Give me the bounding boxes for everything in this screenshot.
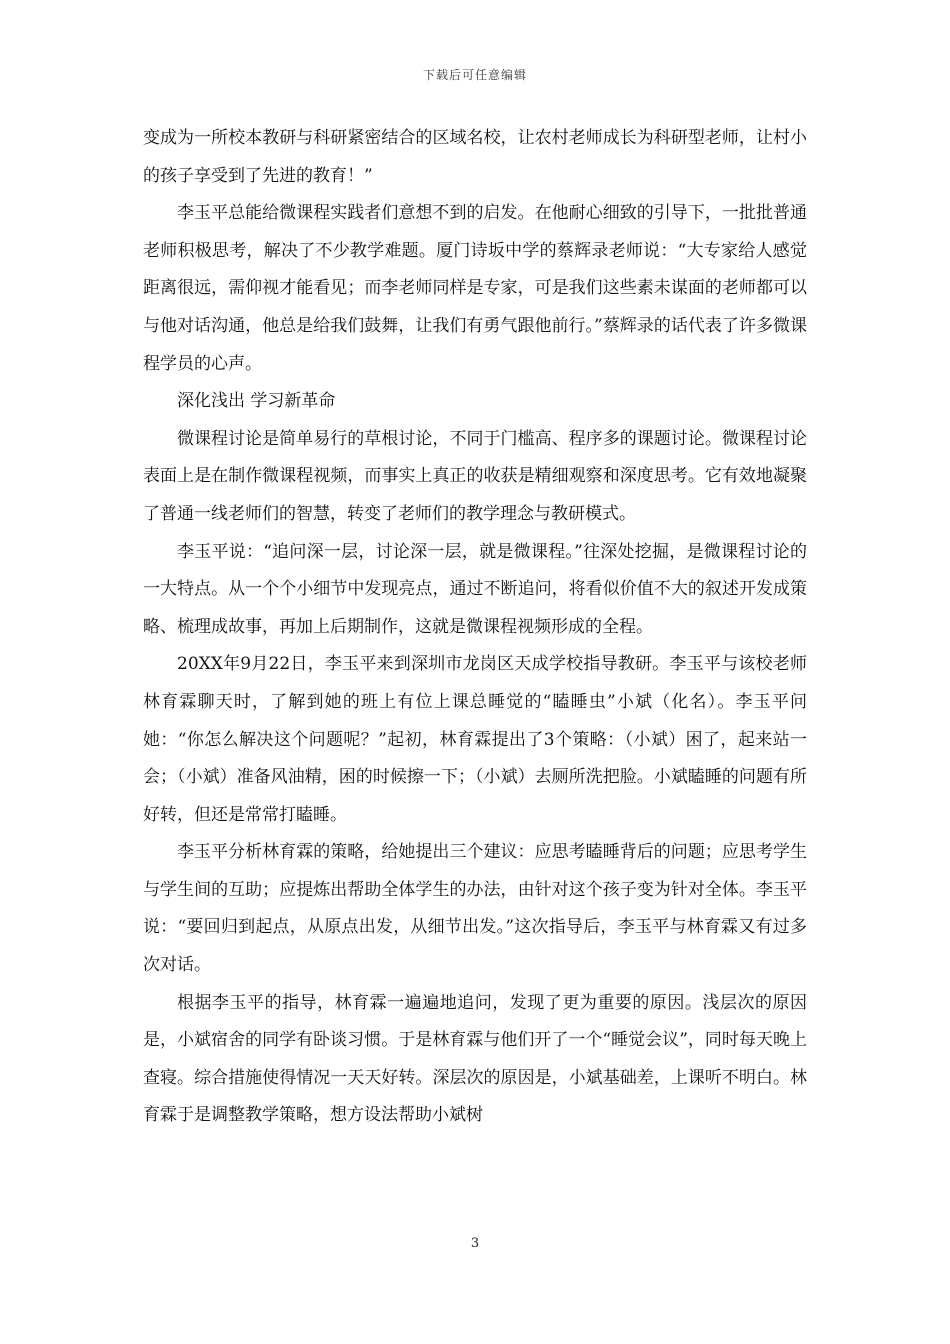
page-header: 下载后可任意编辑 bbox=[422, 68, 527, 82]
paragraph-6: 李玉平分析林育霖的策略，给她提出三个建议：应思考瞌睡背后的问题；应思考学生与学生间的互助；应提炼出帮助全体学生的办法，由针对这个孩子变为针对全体。李玉平说：“要回归到起点，从原点出发，从细节出发。”这次指导后，李玉平与林育霖又有过多次对话。 bbox=[143, 842, 807, 976]
paragraph-4: 李玉平说：“追问深一层，讨论深一层，就是微课程。”往深处挖掘，是微课程讨论的一大特点。从一个个小细节中发现亮点，通过不断追问，将看似价值不大的叙述开发成策略、梳理成故事，再加上后期制作，这就是微课程视频形成的全程。 bbox=[143, 541, 807, 637]
paragraph-2: 李玉平总能给微课程实践者们意想不到的启发。在他耐心细致的引导下，一批批普通老师积极思考，解决了不少教学难题。厦门诗坂中学的蔡辉录老师说：“大专家给人感觉距离很远，需仰视才能看见；而李老师同样是专家，可是我们这些素未谋面的老师都可以与他对话沟通，他总是给我们鼓舞，让我们有勇气跟他前行。”蔡辉录的话代表了许多微课程学员的心声。 bbox=[143, 203, 807, 374]
page-number: 3 bbox=[470, 1236, 480, 1251]
document-body bbox=[143, 120, 807, 1135]
paragraph-7: 根据李玉平的指导，林育霖一遍遍地追问，发现了更为重要的原因。浅层次的原因是，小斌宿舍的同学有卧谈习惯。于是林育霖与他们开了一个“睡觉会议”，同时每天晚上查寝。综合措施使得情况一天天好转。深层次的原因是，小斌基础差，上课听不明白。林育霖于是调整教学策略，想方设法帮助小斌树 bbox=[143, 992, 807, 1126]
section-heading: 深化浅出 学习新革命 bbox=[177, 391, 336, 412]
paragraph-1: 变成为一所校本教研与科研紧密结合的区域名校，让农村老师成长为科研型老师，让村小的孩子享受到了先进的教育！” bbox=[143, 128, 807, 186]
paragraph-5: 20XX年9月22日，李玉平来到深圳市龙岗区天成学校指导教研。李玉平与该校老师林育霖聊天时，了解到她的班上有位上课总睡觉的“瞌睡虫”小斌（化名）。李玉平问她：“你怎么解决这个问题呢？”起初，林育霖提出了3个策略：（小斌）困了，起来站一会；（小斌）准备风油精，困的时候擦一下；（小斌）去厕所洗把脸。小斌瞌睡的问题有所好转，但还是常常打瞌睡。 bbox=[143, 654, 807, 825]
paragraph-3: 微课程讨论是简单易行的草根讨论，不同于门槛高、程序多的课题讨论。微课程讨论表面上是在制作微课程视频，而事实上真正的收获是精细观察和深度思考。它有效地凝聚了普通一线老师们的智慧，转变了老师们的教学理念与教研模式。 bbox=[143, 428, 807, 524]
